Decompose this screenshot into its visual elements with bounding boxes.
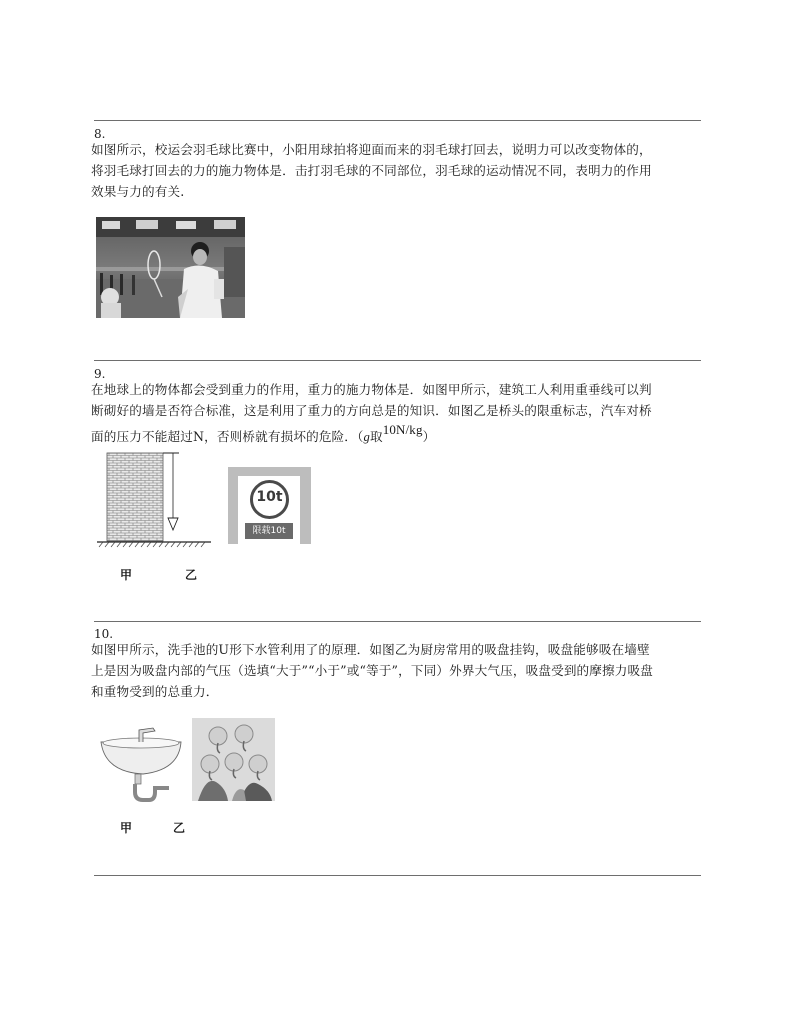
question-9-line-1: 在地球上的物体都会受到重力的作用，重力的施力物体是．如图甲所示，建筑工人利用重垂线可以判 <box>91 382 652 397</box>
gravity-symbol: g <box>363 430 370 444</box>
divider-q9 <box>94 360 701 361</box>
question-10-number: 10. <box>94 627 114 641</box>
q10-caption-yi: 乙 <box>173 821 186 835</box>
suction-hooks-photo <box>192 718 275 801</box>
question-9-text: 在地球上的物体都会受到重力的作用，重力的施力物体是．如图甲所示，建筑工人利用重垂线可以判 断砌好的墙是否符合标准，这是利用了重力的方向总是的知识．如图乙是桥头的限重标志，汽车对桥 面的压力不能超过N，否则桥就有损坏的危险．（g取10N/kg） <box>91 379 703 448</box>
question-9-number: 9. <box>94 367 106 381</box>
q9-caption-yi: 乙 <box>185 568 198 582</box>
question-10-text <box>91 639 703 702</box>
question-9-line-3: 面的压力不能超过N，否则桥就有损坏的危险．（ <box>91 429 364 444</box>
divider-bottom <box>94 875 701 876</box>
plumb-line-wall-figure <box>97 448 213 548</box>
question-10-line-2: 上是因为吸盘内部的气压（选填“大于”“小于”或“等于”，下同）外界大气压，吸盘受到的摩擦力吸盘 <box>91 663 654 678</box>
question-8-line-3: 效果与力的有关. <box>91 184 185 199</box>
question-8-text: 如图所示，校运会羽毛球比赛中，小阳用球拍将迎面而来的羽毛球打回去，说明力可以改变物体的， 将羽毛球打回去的力的施力物体是．击打羽毛球的不同部位，羽毛球的运动情况不同，表明力的作用 效果与力的有关. <box>91 139 703 202</box>
question-10-line-3: 和重物受到的总重力． <box>91 684 219 699</box>
q10-caption-jia: 甲 <box>120 821 133 835</box>
sign-limit-value: 10t <box>256 489 283 505</box>
q9-caption-jia: 甲 <box>120 568 133 582</box>
question-9-line-2: 断砌好的墙是否符合标准，这是利用了重力的方向总是的知识．如图乙是桥头的限重标志，汽车对桥 <box>91 403 652 418</box>
question-10-line-1: 如图甲所示，洗手池的U形下水管利用了的原理．如图乙为厨房常用的吸盘挂钩，吸盘能够吸在墙壁 <box>91 642 650 657</box>
question-8-number: 8. <box>94 127 106 141</box>
sink-u-trap-figure <box>99 724 185 802</box>
badminton-photo <box>96 217 245 318</box>
question-8-line-2: 将羽毛球打回去的力的施力物体是．击打羽毛球的不同部位，羽毛球的运动情况不同，表明力的作用 <box>91 163 652 178</box>
divider-q10 <box>94 621 701 622</box>
divider-top <box>94 120 701 121</box>
weight-limit-sign <box>228 467 311 544</box>
sign-label: 限载10t <box>245 523 293 539</box>
gravity-value: 10N/kg <box>382 422 423 437</box>
question-8-line-1: 如图所示，校运会羽毛球比赛中，小阳用球拍将迎面而来的羽毛球打回去，说明力可以改变物体的 <box>91 142 639 157</box>
